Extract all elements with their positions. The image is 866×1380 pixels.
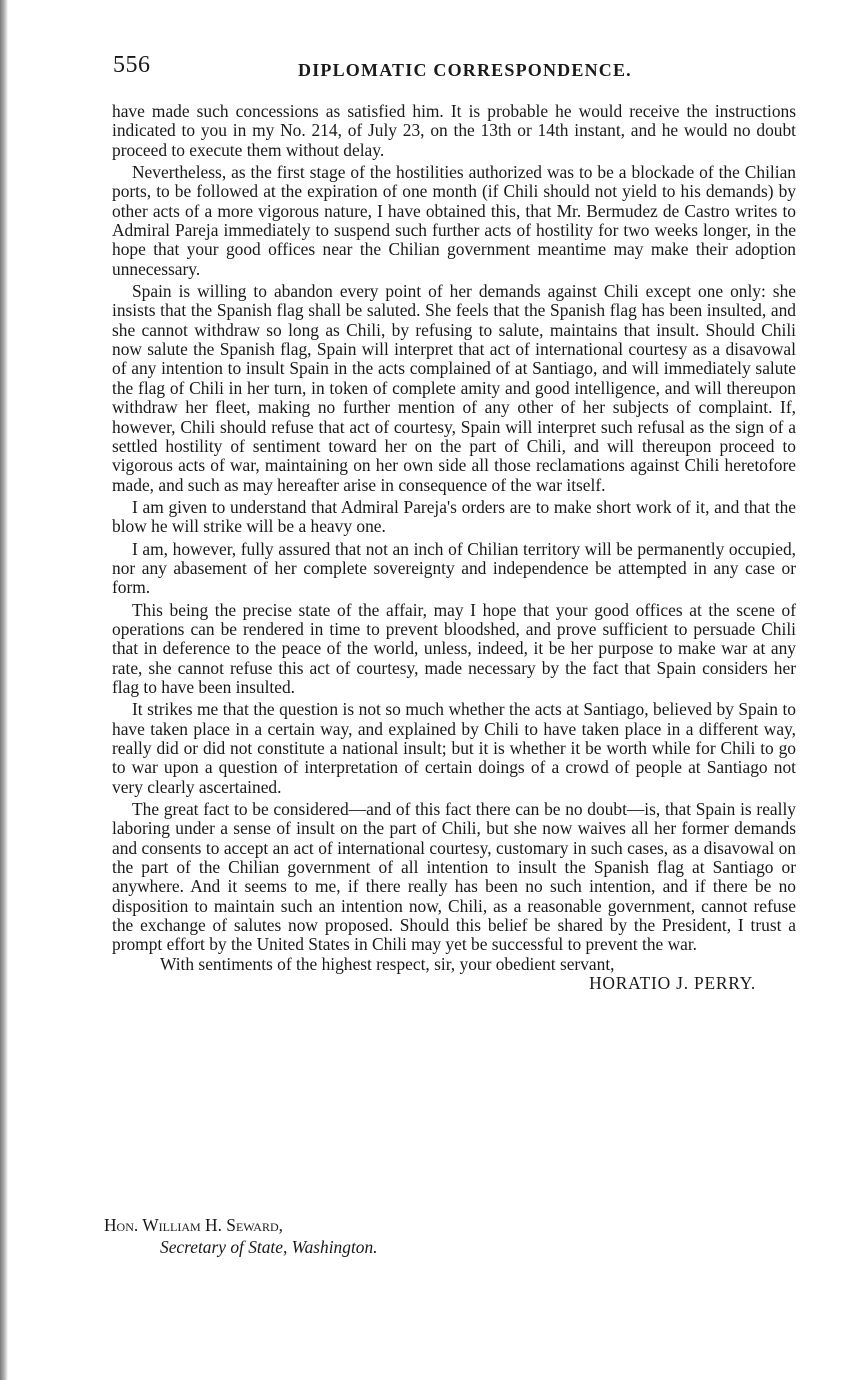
signature: HORATIO J. PERRY. bbox=[589, 973, 756, 994]
paragraph-8: The great fact to be considered—and of this fact there can be no doubt—is, that Spain is really laboring under a sense of insult on the part of Chili, but she now waives all her former demands and consents to accept an act of international courtesy, customary in such cases, as a disavowal on the part of the Chilian government of all intention to insult the Spanish flag at Santiago or anywhere. And it seems to me, if there really has been no such intention, and if there be no disposition to maintain such an intention now, Chili, as a reasonable government, cannot refuse the exchange of salutes now proposed. Should this belief be shared by the President, I trust a prompt effort by the United States in Chili may yet be successful to prevent the war. bbox=[112, 799, 796, 955]
scan-margin-edge bbox=[0, 0, 8, 1380]
paragraph-3: Spain is willing to abandon every point of her demands against Chili except one only: she insists that the Spanish flag shall be saluted. She feels that the Spanish flag has been insulted, and she cannot withdraw so long as Chili, by refusing to salute, maintains that insult. Should Chili now salute the Spanish flag, Spain will interpret that act of international courtesy as a disavowal of any intention to insult Spain in the acts complained of at Santiago, and will immediately salute the flag of Chili in her turn, in token of complete amity and good intelligence, and will thereupon withdraw her fleet, making no further mention of any other of her subjects of complaint. If, however, Chili should refuse that act of courtesy, Spain will interpret such refusal as the sign of a settled hostility of sentiment toward her on the part of Chili, and will thereupon proceed to vigorous acts of war, maintaining on her own side all those reclamations against Chili heretofore made, and such as may hereafter arise in consequence of the war itself. bbox=[112, 281, 796, 495]
paragraph-1: have made such concessions as satisfied him. It is probable he would receive the instructions indicated to you in my No. 214, of July 23, on the 13th or 14th instant, and he would no doubt proceed to execute them without delay. bbox=[112, 101, 796, 160]
letter-body bbox=[112, 102, 796, 993]
addressee-title: Secretary of State, Washington. bbox=[160, 1237, 378, 1257]
paragraph-5: I am, however, fully assured that not an inch of Chilian territory will be permanently occupied, nor any abasement of her complete sovereignty and independence be attempted in any case or form. bbox=[112, 538, 796, 598]
running-title: DIPLOMATIC CORRESPONDENCE. bbox=[298, 60, 632, 80]
paragraph-7: It strikes me that the question is not so much whether the acts at Santiago, believed by Spain to have taken place in a certain way, and explained by Chili to have taken place in a different way, really did or did not constitute a national insult; but it is whether it be worth while for Chili to go to war upon a question of interpretation of certain doings of a crowd of people at Santiago not very clearly ascertained. bbox=[112, 699, 796, 797]
page-number: 556 bbox=[113, 52, 151, 78]
closing-line: With sentiments of the highest respect, sir, your obedient servant, bbox=[160, 953, 615, 974]
paragraph-4: I am given to understand that Admiral Pareja's orders are to make short work of it, and that the blow he will strike will be a heavy one. bbox=[112, 496, 796, 537]
page-header bbox=[110, 52, 800, 86]
paragraph-6: This being the precise state of the affair, may I hope that your good offices at the scene of operations can be rendered in time to prevent bloodshed, and prove sufficient to persuade Chili that in deference to the peace of the world, unless, indeed, it be her purpose to make war at any rate, she cannot refuse this act of courtesy, made necessary by the fact that Spain considers her flag to have been insulted. bbox=[112, 599, 796, 697]
paragraph-2: Nevertheless, as the first stage of the hostilities authorized was to be a blockade of the Chilian ports, to be followed at the expiration of one month (if Chili should not yield to his demands) by other acts of a more vigorous nature, I have obtained this, that Mr. Bermudez de Castro writes to Admiral Pareja immediately to suspend such further acts of hostility for two weeks longer, in the hope that your good offices near the Chilian government meantime may make their adoption unnecessary. bbox=[112, 162, 796, 279]
addressee-block bbox=[104, 1214, 604, 1258]
addressee-name: Hon. William H. Seward, bbox=[104, 1215, 283, 1235]
